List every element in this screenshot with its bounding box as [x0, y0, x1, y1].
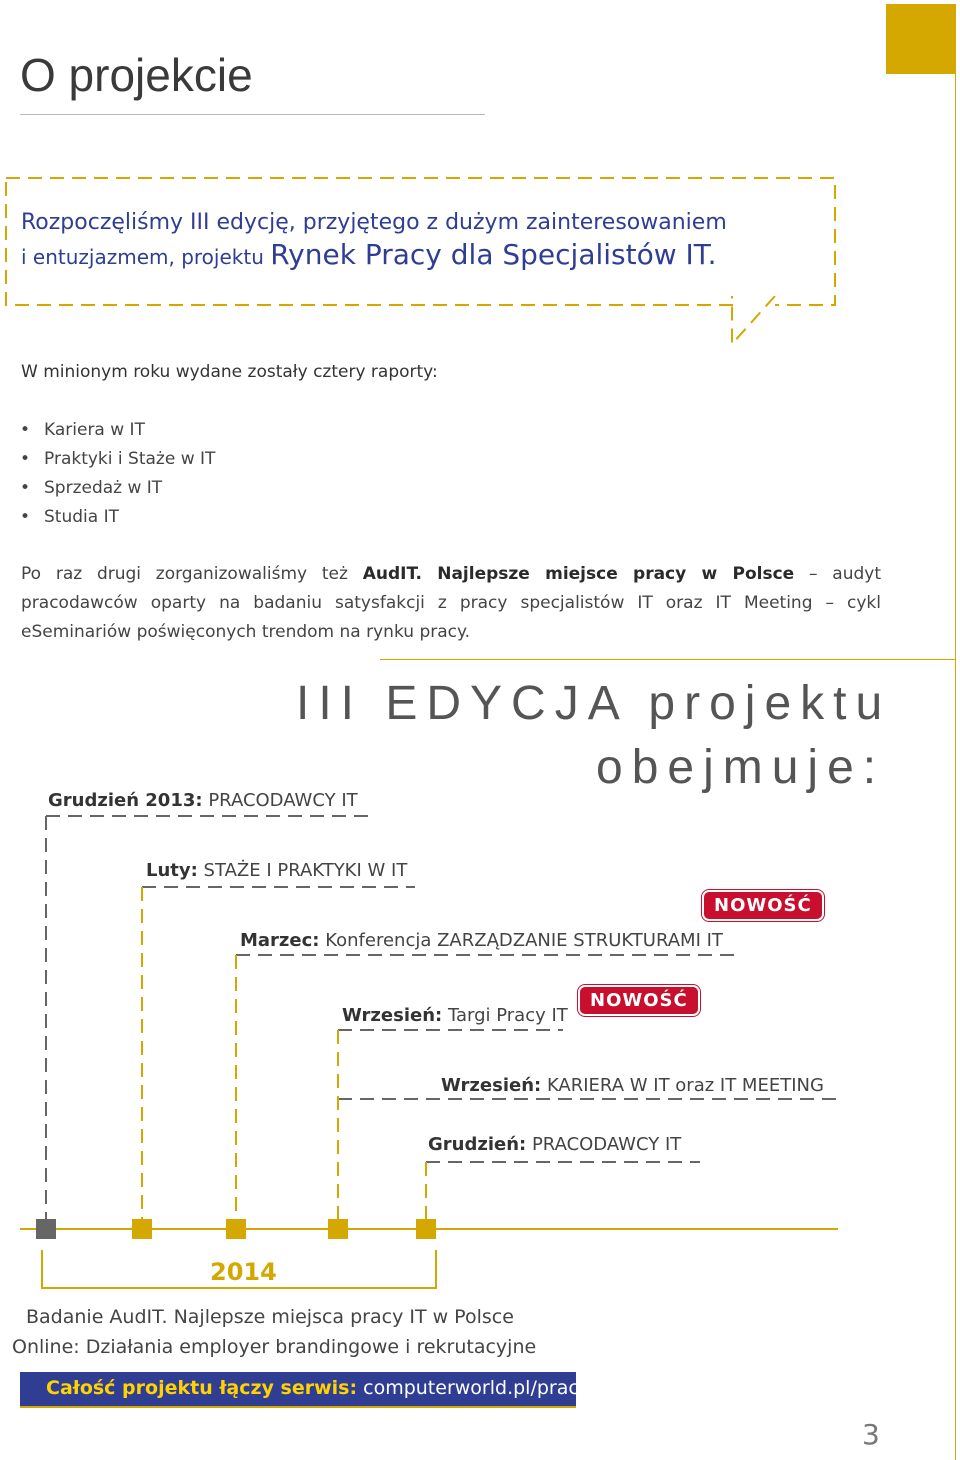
website-link[interactable]: computerworld.pl/praca: [357, 1377, 591, 1399]
intro-line-1: Rozpoczęliśmy III edycję, przyjętego z dużym zainteresowaniem: [21, 210, 727, 235]
description-paragraph: [21, 560, 881, 647]
new-badge: NOWOŚĆ: [702, 890, 824, 921]
timeline-event: [428, 1134, 681, 1155]
new-badge: NOWOŚĆ: [578, 985, 700, 1016]
project-name: Rynek Pracy dla Specjalistów IT.: [270, 238, 717, 271]
event-title: Konferencja ZARZĄDZANIE STRUKTURAMI IT: [319, 930, 723, 951]
event-title: Targi Pracy IT: [442, 1005, 568, 1026]
section-divider: [380, 659, 955, 660]
event-date: Grudzień 2013:: [48, 790, 203, 811]
extra-line-2: Online: Działania employer brandingowe i rekrutacyjne: [12, 1336, 537, 1358]
timeline-event: [48, 790, 358, 811]
list-item: • Studia IT: [20, 507, 119, 527]
report-title: Sprzedaż w IT: [44, 478, 163, 498]
timeline-year: 2014: [210, 1258, 277, 1286]
event-date: Luty:: [146, 860, 198, 881]
paragraph-text: – audyt pracodawców oparty na badaniu satysfakcji z pracy specjalistów IT oraz IT Meeting – cykl eSeminariów poświęconych trendom na rynku pracy.: [21, 564, 881, 642]
timeline-event: [441, 1075, 824, 1096]
timeline-marker: [226, 1219, 246, 1239]
timeline-marker: [36, 1219, 56, 1239]
timeline-marker: [416, 1219, 436, 1239]
paragraph-text: Po raz drugi zorganizowaliśmy też: [21, 564, 363, 584]
event-date: Wrzesień:: [441, 1075, 542, 1096]
report-title: Kariera w IT: [44, 420, 145, 440]
list-item: • Sprzedaż w IT: [20, 478, 163, 498]
event-title: KARIERA W IT oraz IT MEETING: [541, 1075, 824, 1096]
timeline-marker: [328, 1219, 348, 1239]
event-title: PRACODAWCY IT: [202, 790, 358, 811]
event-date: Marzec:: [240, 930, 320, 951]
event-title: STAŻE I PRAKTYKI W IT: [197, 860, 408, 881]
intro-line-2: [21, 238, 716, 271]
list-item: • Praktyki i Staże w IT: [20, 449, 216, 469]
event-date: Grudzień:: [428, 1134, 527, 1155]
edition-heading-line-2: obejmuje:: [596, 741, 886, 794]
timeline-event: [342, 1005, 568, 1026]
report-title: Studia IT: [44, 507, 119, 527]
timeline-marker: [132, 1219, 152, 1239]
page-title: O projekcie: [20, 49, 253, 101]
event-title: PRACODAWCY IT: [526, 1134, 682, 1155]
page-number: 3: [862, 1418, 880, 1451]
edition-heading-line-1: III EDYCJA projektu: [296, 677, 892, 730]
footer-text: [46, 1377, 590, 1399]
list-item: • Kariera w IT: [20, 420, 145, 440]
reports-heading: W minionym roku wydane zostały cztery raporty:: [21, 362, 438, 382]
event-date: Wrzesień:: [342, 1005, 443, 1026]
extra-line-1: Badanie AudIT. Najlepsze miejsca pracy IT w Polsce: [26, 1306, 514, 1328]
report-title: Praktyki i Staże w IT: [44, 449, 216, 469]
timeline-event: [240, 930, 723, 951]
intro-line-2-prefix: i entuzjazmem, projektu: [21, 245, 271, 269]
footer-label: Całość projektu łączy serwis:: [46, 1377, 358, 1399]
audit-name: AudIT. Najlepsze miejsce pracy w Polsce: [362, 564, 795, 584]
timeline-event: [146, 860, 407, 881]
